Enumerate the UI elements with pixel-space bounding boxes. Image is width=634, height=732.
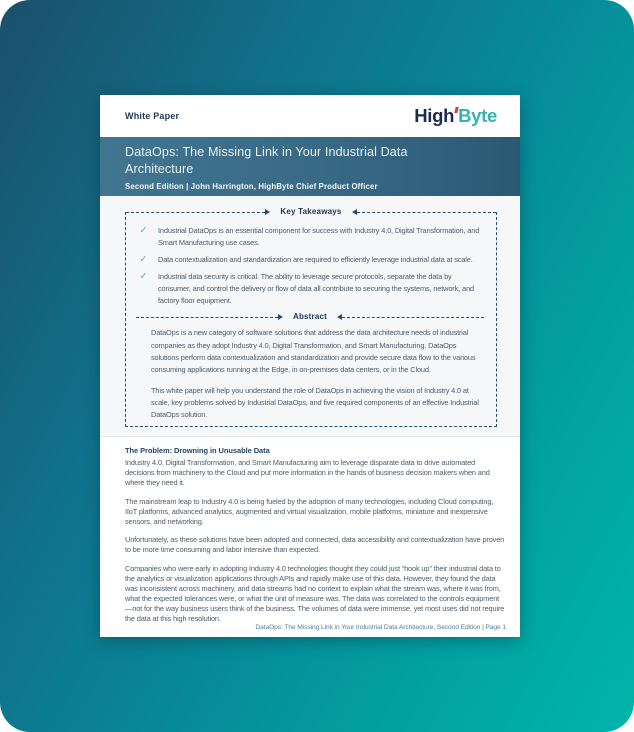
logo-text-byte: Byte — [458, 105, 497, 126]
dashed-line — [126, 212, 265, 213]
whitepaper-page — [100, 95, 520, 637]
checkmark-icon: ✓ — [139, 253, 148, 265]
title-banner — [100, 137, 520, 196]
key-takeaways-abstract-box — [125, 207, 497, 427]
checkmark-icon: ✓ — [139, 225, 148, 236]
takeaway-item — [136, 271, 484, 307]
body-paragraph: Companies who were early in adopting Industry 4.0 technologies thought they could just “hook up” their industrial data to the analytics or visualization applications through APIs and rapidly make use of this data. However, they found the data was inconsistent across machinery, and data streams had no context to explain what the stream was, where it was from, what the expected tolerances were, or what the unit of measure was. The data was correlated to the controls equipment—not for the way business users think of the business. The volumes of data were immense, yet most uses did not require the data at this high resolution. — [125, 564, 505, 623]
checkmark-icon: ✓ — [139, 270, 148, 282]
page-footer: DataOps: The Missing Link in Your Industrial Data Architecture, Second Edition | Page 1 — [255, 624, 506, 631]
arrow-right-icon — [278, 314, 283, 320]
document-title: DataOps: The Missing Link in Your Industrial Data Architecture — [125, 145, 408, 176]
highbyte-logo — [414, 105, 497, 127]
key-takeaways-header — [126, 207, 496, 217]
arrow-right-icon — [265, 209, 270, 215]
abstract-paragraph: DataOps is a new category of software solutions that address the data architecture needs of industrial companies as they adopt Industry 4.0, Digital Transformation, and Smart Manufacturing. DataOps solutions perform data contextualization and standardization and provide secure data flow to the various consuming applications running at the Edge, in on-premises data centers, or in the Cloud. — [151, 328, 476, 374]
body-paragraph: The mainstream leap to Industry 4.0 is being fueled by the adoption of many technologies, including Cloud computing, IIoT platforms, advanced analytics, augmented and virtual visualization, mobile platforms, miniature and inexpensive sensors, and networking. — [125, 496, 494, 526]
abstract-title: Abstract — [292, 312, 328, 322]
body-paragraph: Industry 4.0, Digital Transformation, and Smart Manufacturing aim to leverage disparate data to drive automated decisions from machinery to the Cloud and put more information in the hands of business decision makers when and where they need it. — [125, 458, 490, 487]
body-section — [100, 437, 520, 624]
summary-band — [100, 196, 520, 437]
body-paragraph: Unfortunately, as these solutions have been adopted and connected, data accessibility and contextualization have proven to be more time consuming and labor intensive than expected. — [125, 535, 505, 555]
page-header — [100, 95, 520, 137]
takeaway-item — [136, 254, 484, 266]
key-takeaways-title: Key Takeaways — [280, 207, 342, 216]
doc-type-label: White Paper — [125, 111, 180, 121]
takeaway-item — [136, 225, 484, 249]
logo-text-high: High — [414, 105, 455, 126]
dashed-line — [136, 317, 278, 318]
takeaway-text: Industrial DataOps is an essential component for success with Industry 4.0, Digital Transformation, and Smart Manufacturing use cases. — [158, 226, 480, 247]
takeaway-text: Data contextualization and standardization are required to efficiently leverage industrial data at scale. — [158, 254, 473, 264]
document-subtitle: Second Edition | John Harrington, HighByte Chief Product Officer — [125, 182, 378, 191]
dashed-line — [357, 212, 496, 213]
takeaway-text: Industrial data security is critical. The ability to leverage secure protocols, separate the data by consumer, and control the delivery or flow of data all contribute to securing the systems, network, and factory floor equipment. — [158, 271, 474, 305]
abstract-header — [136, 312, 484, 322]
section-heading: The Problem: Drowning in Unusable Data — [125, 446, 270, 455]
dashed-line — [342, 317, 484, 318]
abstract-paragraph: This white paper will help you understand the role of DataOps in achieving the vision of Industry 4.0 at scale, key problems solved by Industrial DataOps, and five required components of an effective Industrial DataOps solution. — [151, 385, 479, 419]
